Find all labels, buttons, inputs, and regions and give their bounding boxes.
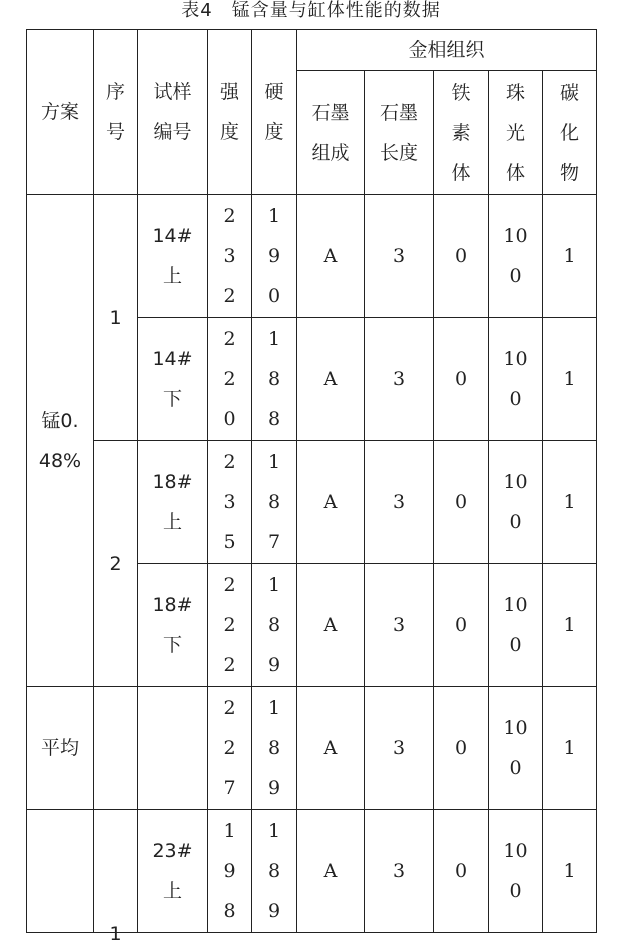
table-row (27, 441, 597, 564)
sample-cell: 18# 下 (138, 564, 208, 687)
scheme-cell (27, 810, 94, 933)
ferrite-cell: 0 (434, 687, 489, 810)
strength-cell: 1 9 8 (208, 810, 252, 933)
carbide-cell: 1 (543, 687, 597, 810)
sample-cell: 14# 上 (138, 195, 208, 318)
seq-cell: 2 (94, 441, 138, 687)
graphite-length-cell: 3 (365, 810, 434, 933)
header-seq: 序 号 (94, 30, 138, 195)
ferrite-cell: 0 (434, 810, 489, 933)
graphite-form-cell: A (297, 195, 365, 318)
hardness-cell: 1 8 7 (252, 441, 297, 564)
strength-cell: 2 2 0 (208, 318, 252, 441)
sample-cell: 14# 下 (138, 318, 208, 441)
seq-cell: 1 (94, 195, 138, 441)
pearlite-cell: 10 0 (489, 564, 543, 687)
graphite-form-cell: A (297, 564, 365, 687)
hardness-cell: 1 8 9 (252, 687, 297, 810)
hardness-cell: 1 8 9 (252, 810, 297, 933)
ferrite-cell: 0 (434, 441, 489, 564)
graphite-form-cell: A (297, 687, 365, 810)
header-graphite-length: 石墨 长度 (365, 71, 434, 195)
strength-cell: 2 2 7 (208, 687, 252, 810)
manganese-data-table (26, 29, 597, 945)
sample-cell: 18# 上 (138, 441, 208, 564)
graphite-length-cell: 3 (365, 564, 434, 687)
graphite-length-cell: 3 (365, 441, 434, 564)
header-ferrite: 铁 素 体 (434, 71, 489, 195)
ferrite-cell: 0 (434, 318, 489, 441)
pearlite-cell: 10 0 (489, 687, 543, 810)
seq-cell (94, 687, 138, 810)
ferrite-cell: 0 (434, 564, 489, 687)
seq-cell: 1 (94, 810, 138, 933)
graphite-length-cell: 3 (365, 687, 434, 810)
carbide-cell: 1 (543, 318, 597, 441)
table-row (27, 687, 597, 810)
pearlite-cell: 10 0 (489, 318, 543, 441)
header-carbide: 碳 化 物 (543, 71, 597, 195)
sample-cell: 23# 上 (138, 810, 208, 933)
header-graphite-form: 石墨 组成 (297, 71, 365, 195)
header-metallography: 金相组织 (297, 30, 597, 71)
hardness-cell: 1 8 8 (252, 318, 297, 441)
pearlite-cell: 10 0 (489, 441, 543, 564)
graphite-length-cell: 3 (365, 195, 434, 318)
strength-cell: 2 3 2 (208, 195, 252, 318)
sample-cell (138, 687, 208, 810)
graphite-form-cell: A (297, 318, 365, 441)
pearlite-cell: 10 0 (489, 810, 543, 933)
strength-cell: 2 2 2 (208, 564, 252, 687)
carbide-cell: 1 (543, 810, 597, 933)
header-strength: 强 度 (208, 30, 252, 195)
table-row (27, 810, 597, 933)
pearlite-cell: 10 0 (489, 195, 543, 318)
table-caption: 表4 锰含量与缸体性能的数据 (181, 0, 441, 21)
header-sample-no: 试样 编号 (138, 30, 208, 195)
ferrite-cell: 0 (434, 195, 489, 318)
header-hardness: 硬 度 (252, 30, 297, 195)
graphite-form-cell: A (297, 810, 365, 933)
header-scheme: 方案 (27, 30, 94, 195)
carbide-cell: 1 (543, 195, 597, 318)
carbide-cell: 1 (543, 441, 597, 564)
scheme-cell: 锰0. 48% (27, 195, 94, 687)
scheme-cell: 平均 (27, 687, 94, 810)
graphite-length-cell: 3 (365, 318, 434, 441)
graphite-form-cell: A (297, 441, 365, 564)
hardness-cell: 1 8 9 (252, 564, 297, 687)
carbide-cell: 1 (543, 564, 597, 687)
table-row (27, 195, 597, 318)
hardness-cell: 1 9 0 (252, 195, 297, 318)
strength-cell: 2 3 5 (208, 441, 252, 564)
header-pearlite: 珠 光 体 (489, 71, 543, 195)
